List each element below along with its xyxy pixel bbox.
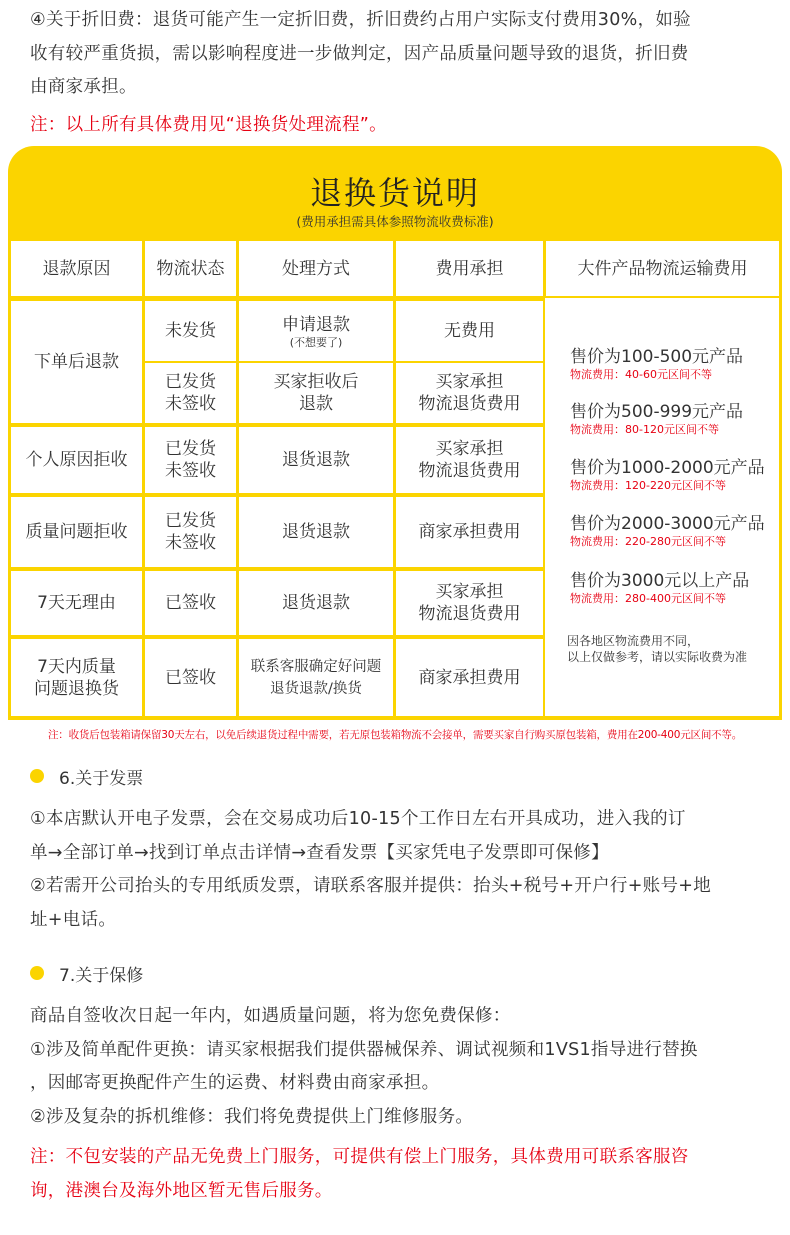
row-status-shipped-unsigned: 已发货 未签收: [145, 363, 236, 423]
row-fee-seller-pays: 商家承担费用: [396, 639, 543, 716]
section-warranty-heading: 7.关于保修: [30, 961, 143, 985]
bullet-dot-icon: [30, 769, 44, 783]
row-fee-none: 无费用: [396, 301, 543, 361]
row-fee-buyer-pays: 买家承担 物流退货费用: [396, 363, 543, 423]
row-reason-personal-reject: 个人原因拒收: [11, 427, 142, 493]
method-note: (不想要了): [289, 335, 343, 349]
freight-disclaimer: 因各地区物流费用不同， 以上仅做参考，请以实际收费为准: [567, 634, 748, 664]
card-title: 退换货说明: [309, 174, 480, 212]
row-method-return-refund: 退货退款: [239, 427, 393, 493]
row-method-contact-service: 联系客服确定好问题 退货退款/换货: [239, 639, 393, 716]
row-status-not-shipped: 未发货: [145, 301, 236, 361]
row-reason-after-order: 下单后退款: [11, 301, 142, 423]
section-invoice-heading: 6.关于发票: [30, 764, 143, 788]
header-logistics-status: 物流状态: [145, 241, 236, 296]
header-freight-fee: 大件产品物流运输费用: [546, 241, 779, 296]
invoice-paragraph: ①本店默认开电子发票，会在交易成功后10-15个工作日左右开具成功，进入我的订 单→全部订单→找到订单点击详情→查看发票【买家凭电子发票即可保修】 ②若需开公司抬头的专用纸质发票，请联系客服并提供：抬头+税号+开户行+账号+地 址+电话。: [30, 809, 712, 930]
row-reason-7day-no-reason: 7天无理由: [11, 571, 142, 635]
row-fee-seller-pays: 商家承担费用: [396, 497, 543, 567]
row-status-shipped-unsigned: 已发货 未签收: [145, 497, 236, 567]
row-fee-buyer-pays: 买家承担 物流退货费用: [396, 571, 543, 635]
row-method-apply-refund: 申请退款 (不想要了): [239, 301, 393, 361]
depreciation-paragraph: [30, 4, 770, 105]
freight-tier: 售价为2000-3000元产品 物流费用：220-280元区间不等: [570, 514, 765, 548]
depreciation-line: 由商家承担。: [30, 77, 137, 97]
freight-fee-column: [545, 298, 779, 716]
row-reason-7day-quality: 7天内质量 问题退换货: [11, 639, 142, 716]
fee-reference-note: 注：以上所有具体费用见“退换货处理流程”。: [30, 115, 387, 135]
packaging-note: 注：收货后包装箱请保留30天左右，以免后续退货过程中需要，若无原包装箱物流不会接单，需要买家自行购买原包装箱，费用在200-400元区间不等。: [47, 729, 743, 741]
card-subtitle: (费用承担需具体参照物流收费标准): [296, 214, 494, 229]
warranty-paragraph: 商品自签收次日起一年内，如遇质量问题，将为您免费保修： ①涉及简单配件更换：请买家根据我们提供器械保养、调试视频和1VS1指导进行替换 ，因邮寄更换配件产生的运费、材料费由商家承担。 ②涉及复杂的拆机维修：我们将免费提供上门维修服务。: [30, 1006, 698, 1127]
row-status-shipped-unsigned: 已发货 未签收: [145, 427, 236, 493]
header-refund-reason: 退款原因: [11, 241, 142, 296]
row-status-signed: 已签收: [145, 571, 236, 635]
row-reason-quality-reject: 质量问题拒收: [11, 497, 142, 567]
depreciation-line: 收有较严重货损，需以影响程度进一步做判定，因产品质量问题导致的退货，折旧费: [30, 43, 689, 64]
freight-tier: 售价为1000-2000元产品 物流费用：120-220元区间不等: [570, 458, 765, 492]
depreciation-line: ④关于折旧费：退货可能产生一定折旧费，折旧费约占用户实际支付费用30%，如验: [30, 10, 691, 30]
freight-tier: 售价为500-999元产品 物流费用：80-120元区间不等: [570, 402, 744, 436]
row-method-reject-refund: 买家拒收后 退款: [239, 363, 393, 423]
warranty-note: 注：不包安装的产品无免费上门服务，可提供有偿上门服务，具体费用可联系客服咨 询，港澳台及海外地区暂无售后服务。: [30, 1147, 689, 1201]
row-method-return-refund: 退货退款: [239, 571, 393, 635]
bullet-dot-icon: [30, 966, 44, 980]
row-fee-buyer-pays: 买家承担 物流退货费用: [396, 427, 543, 493]
row-method-return-refund: 退货退款: [239, 497, 393, 567]
row-status-signed: 已签收: [145, 639, 236, 716]
freight-tier: 售价为3000元以上产品 物流费用：280-400元区间不等: [570, 571, 750, 605]
return-exchange-card: [8, 146, 782, 720]
header-handling-method: 处理方式: [239, 241, 393, 296]
freight-tier: 售价为100-500元产品 物流费用：40-60元区间不等: [570, 347, 744, 381]
header-fee-bearer: 费用承担: [396, 241, 543, 296]
